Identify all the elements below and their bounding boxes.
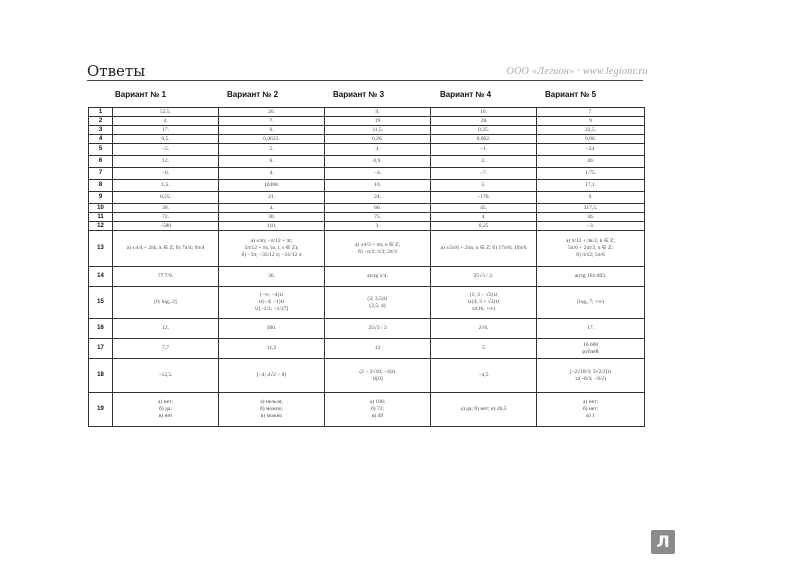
answer-cell: 12. [113,156,219,168]
table-row [89,192,645,204]
answer-cell: −3. [537,222,645,231]
task-number: 19 [89,393,113,427]
answer-cell: 6. [219,126,325,135]
column-header: Вариант № 2 [226,90,279,99]
answer-cell: 5 [431,339,537,359]
answer-cell: −7. [431,168,537,180]
answer-cell: 317,5. [537,204,645,213]
answer-cell: 25√3 / 3 [325,319,431,339]
answer-cell: 36. [537,213,645,222]
column-header: Вариант № 5 [544,90,597,99]
answer-cell: 75. [325,213,431,222]
task-number: 13 [89,231,113,267]
answer-cell: 2√6. [431,319,537,339]
table-row [89,135,645,144]
answer-cell: а) ±π/3 + πn, n ∈ Z; б) −π/3; π/3; 2π/3 [325,231,431,267]
answer-cell: 4. [219,168,325,180]
answer-cell: 30. [113,204,219,213]
answer-cell: [0; log₅ 2] [113,287,219,319]
answer-cell: 9. [325,108,431,117]
table-row [89,222,645,231]
answer-cell: [log₂ 7; +∞) [537,287,645,319]
answer-cell: 9 [537,117,645,126]
answer-cell: 72. [113,213,219,222]
table-row [89,213,645,222]
task-number: 17 [89,339,113,359]
column-header: Вариант № 4 [439,90,492,99]
table-row [89,168,645,180]
answer-cell: 7,7 [113,339,219,359]
column-header: Вариант № 1 [114,90,167,99]
answer-cell: 52,5. [113,108,219,117]
answer-cell: 20. [219,108,325,117]
answer-cell: 0,25 [431,222,537,231]
publisher-watermark: ООО «Легион» · www.legionr.ru [506,66,648,77]
answer-cell: а) ±πn; −π/12 + πt; 5π/12 + πs, (n, t, s ∈ Z); б) −3π; −35/12 π; −31/12 π [219,231,325,267]
answer-cell: 7. [219,117,325,126]
answer-cell: −12,5. [113,359,219,393]
answer-cell: 0,9. [325,156,431,168]
answer-cell: 60. [325,204,431,213]
answer-cell: 0,5. [113,135,219,144]
answer-cell: а) да; б) нет; в) 26,5 [431,393,537,427]
task-number: 14 [89,267,113,287]
answer-cell: а) π/12 + πk/2, k ∈ Z; 5π/6 + 2πl/3, n ∈ Z; б) π/12; 5π/6 [537,231,645,267]
answer-cell: 16 600 рублей [537,339,645,359]
table-row [89,393,645,427]
answer-cell: а) нет; б) нет; в) 1 [537,393,645,427]
answer-cell: 28 [431,117,537,126]
table-row [89,180,645,192]
answer-cell: arctg 161/403. [537,267,645,287]
answer-cell: 19 [325,117,431,126]
answer-cell: 5. [431,180,537,192]
table-row [89,359,645,393]
answer-cell: 4. [325,144,431,156]
table-row [89,287,645,319]
answer-cell: 10. [431,108,537,117]
page-title: Ответы [87,62,146,80]
answer-cell: 300. [219,319,325,339]
answer-cell: 4. [431,213,537,222]
answer-cell: 30. [219,213,325,222]
answer-cell: 7. [537,108,645,117]
answer-cell: (2 − 2√10; −4)∪ ∪[0] [325,359,431,393]
table-row [89,231,645,267]
answer-cell: 17. [113,126,219,135]
answer-cell: 2. [431,156,537,168]
answer-cell: 0,25. [431,126,537,135]
table-row [89,117,645,126]
answer-cell: 40. [537,156,645,168]
answer-cell: −580 [113,222,219,231]
task-number: 16 [89,319,113,339]
answer-cell: а) ±π/4 + 2πk, k ∈ Z; б) 7π/4; 9π/4 [113,231,219,267]
answer-cell: 45. [431,204,537,213]
answer-cell: 110. [219,222,325,231]
answer-cell: 0,002. [431,135,537,144]
table-row [89,339,645,359]
answer-cell: 10. [325,180,431,192]
task-number: 9 [89,192,113,204]
answer-cell: 5. [219,144,325,156]
answer-cell: (−∞; −4)∪ ∪(−4; −1)∪ ∪[−1/3; −1/27] [219,287,325,319]
answer-cell: 12 [325,339,431,359]
header-rule [87,80,643,81]
answer-cell: 11,2 [219,339,325,359]
answer-cell: 9. [537,192,645,204]
table-row [89,144,645,156]
answer-cell: 24. [325,192,431,204]
task-number: 8 [89,180,113,192]
answer-cell: 3. [325,222,431,231]
answer-cell: −1. [431,144,537,156]
answer-cell: arctg 1/4. [325,267,431,287]
task-number: 12 [89,222,113,231]
table-row [89,204,645,213]
answer-cell: а) нет; б) да; в) нет [113,393,219,427]
answer-cell: −4. [325,168,431,180]
answer-cell: 0,0625. [219,135,325,144]
task-number: 15 [89,287,113,319]
task-number: 1 [89,108,113,117]
answer-cell: −4,5 [431,359,537,393]
answer-cell: 77 7/9. [113,267,219,287]
answer-cell: 31,5. [325,126,431,135]
publisher-logo: Л [651,530,675,554]
answer-cell: 0,25. [113,192,219,204]
answer-cell: 6. [219,156,325,168]
answer-cell: а) 100; б) 72; в) 49 [325,393,431,427]
table-row [89,319,645,339]
answer-cell: −24. [537,144,645,156]
task-number: 11 [89,213,113,222]
answer-cell: (3; 3,5)∪ (3,5; 4) [325,287,431,319]
answer-cell: 0,96. [537,135,645,144]
answer-cell: 21. [219,192,325,204]
table-row [89,267,645,287]
answer-cell: 1,5. [113,180,219,192]
column-headers [88,90,644,104]
answer-cell: 1,75. [537,168,645,180]
task-number: 7 [89,168,113,180]
task-number: 5 [89,144,113,156]
answer-cell: а) нельзя; б) можно; в) можно [219,393,325,427]
answer-cell: −176. [431,192,537,204]
table-row [89,126,645,135]
answer-cell: 25√3 / 2. [431,267,537,287]
answer-cell: 22,5. [537,126,645,135]
task-number: 6 [89,156,113,168]
answer-cell: 17. [537,319,645,339]
task-number: 3 [89,126,113,135]
answer-cell: (1; 3 − √2)∪ ∪(4; 3 + √2)∪ ∪(16; +∞) [431,287,537,319]
answer-cell: 12. [113,319,219,339]
answer-cell: 17,1. [537,180,645,192]
table-row [89,156,645,168]
answers-table [88,107,645,427]
task-number: 4 [89,135,113,144]
answer-cell: 0,26. [325,135,431,144]
answer-cell: а) ±5π/6 + 2πn, n ∈ Z; б) 17π/6; 19π/6 [431,231,537,267]
answer-cell: [−2√18/3; 3√2/2]∪ ∪(−8/3; −9/2) [537,359,645,393]
task-number: 2 [89,117,113,126]
task-number: 10 [89,204,113,213]
answer-cell: −5. [113,144,219,156]
answer-cell: 10368. [219,180,325,192]
answer-cell: [−4; 4√2 − 8) [219,359,325,393]
answer-cell: 36. [219,267,325,287]
answer-cell: −6. [113,168,219,180]
answer-cell: 4. [113,117,219,126]
column-header: Вариант № 3 [332,90,385,99]
table-row [89,108,645,117]
task-number: 18 [89,359,113,393]
answer-cell: 4. [219,204,325,213]
